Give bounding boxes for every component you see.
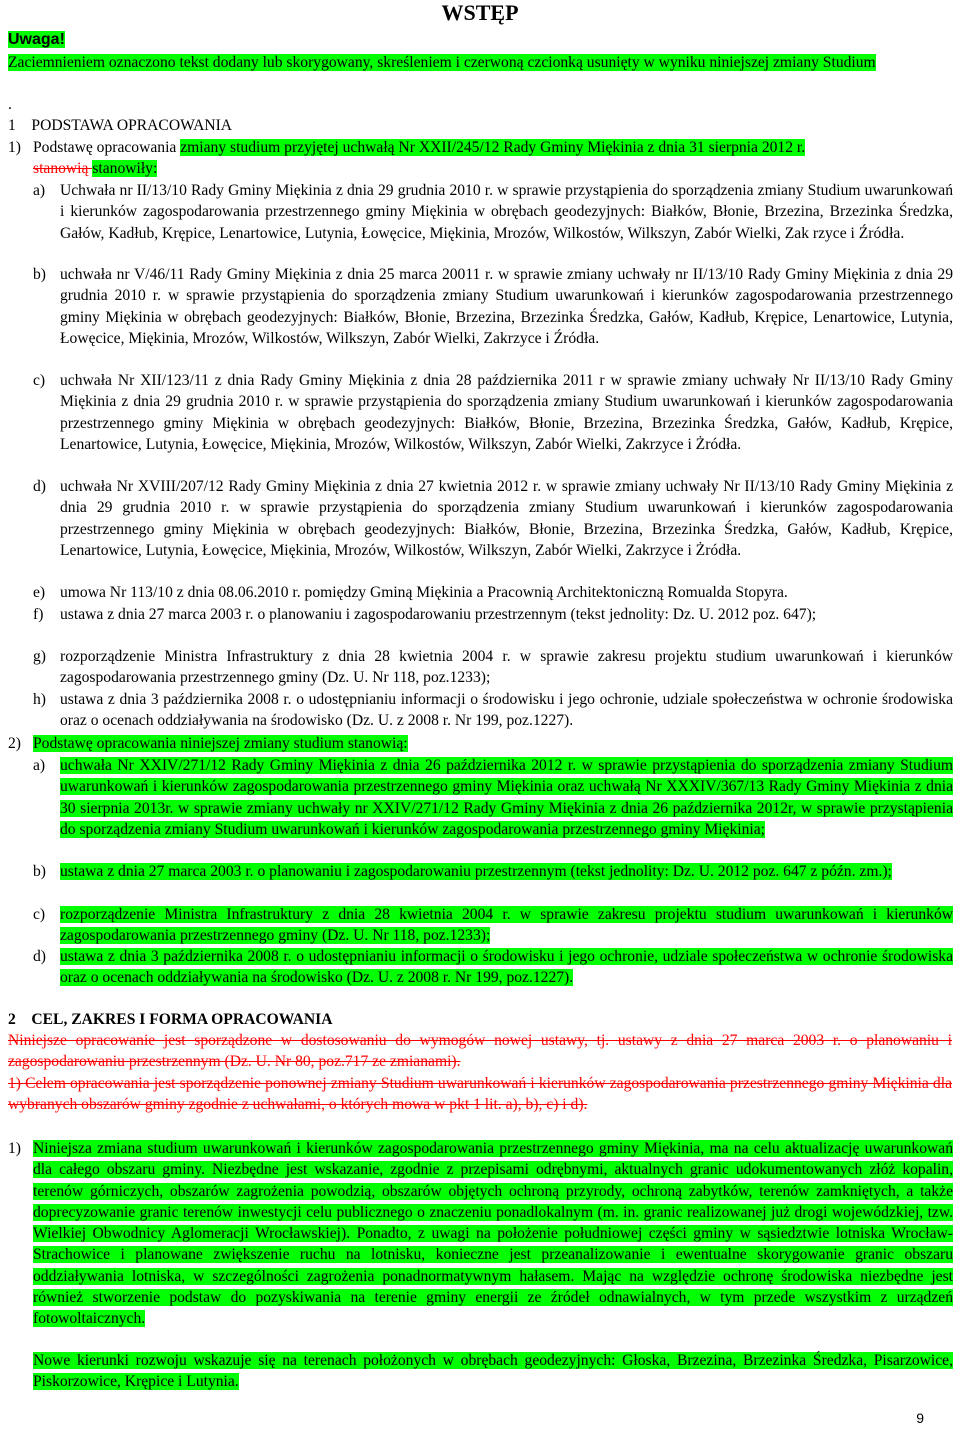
section1-item-letter: g) xyxy=(33,648,46,665)
page-title: WSTĘP xyxy=(441,0,519,25)
section1-item-text: ustawa z dnia 3 października 2008 r. o udostępnianiu informacji o środowisku i jego ochronie, udziale społeczeństwa w ochronie środowiska oraz o ocenach oddziaływania na środowisko (Dz. U. z 2008 r. Nr 199, poz.1227). xyxy=(60,691,953,730)
note-label-line xyxy=(8,29,948,50)
section1-item2-text: Podstawę opracowania niniejszej zmiany studium stanowią: xyxy=(33,735,408,752)
section1-2-item-text: rozporządzenie Ministra Infrastruktury z dnia 28 kwietnia 2004 r. w sprawie zakresu projektu studium uwarunkowań i kierunków zagospodarowania przestrzennego gminy (Dz. U. Nr 118, poz.1233); xyxy=(60,906,953,945)
section1-item-letter: h) xyxy=(33,691,46,708)
section1-heading: 1 PODSTAWA OPRACOWANIA xyxy=(8,117,233,134)
note-text: Zaciemnieniem oznaczono tekst dodany lub skorygowany, skreśleniem i czerwoną czcionką usunięty w wyniku niniejszej zmiany Studium xyxy=(8,54,876,71)
section1-2-item-letter: d) xyxy=(33,948,46,965)
section1-2-item-text: uchwała Nr XXIV/271/12 Rady Gminy Miękinia z dnia 26 października 2012 r. w sprawie przystąpienia do sporządzenia zmiany Studium uwarunkowań i kierunków zagospodarowania przestrzennego gminy Miękinia oraz uchwałą Nr XXXIV/367/13 Rady Gminy Miękinia z dnia 30 sierpnia 2013r. w sprawie zmiany uchwały nr XXIV/271/12 Rady Gminy Miękinia z dnia 26 października 2012r, w sprawie przystąpienia do sporządzenia zmiany Studium uwarunkowań i kierunków zagospodarowania przestrzennego gminy Miękinia; xyxy=(60,757,953,838)
section1-2-item-text: ustawa z dnia 3 października 2008 r. o udostępnianiu informacji o środowisku i jego ochronie, udziale społeczeństwa w ochronie środowiska oraz o ocenach oddziaływania na środowisko (Dz. U. z 2008 r. Nr 199, poz.1227). xyxy=(60,948,953,987)
section2-deleted-2: 1) Celem opracowania jest sporządzenie ponownej zmiany Studium uwarunkowań i kierunków zagospodarowania przestrzennego gminy Miękinia dla wybranych obszarów gminy zgodnie z uchwałami, o których mowa w pkt 1 lit. a), b), c) i d). xyxy=(8,1075,952,1114)
section1-item-text: rozporządzenie Ministra Infrastruktury z dnia 28 kwietnia 2004 r. w sprawie zakresu projektu studium uwarunkowań i kierunków zagospodarowania przestrzennego gminy (Dz. U. Nr 118, poz.1233); xyxy=(60,648,953,687)
note-label: Uwaga! xyxy=(8,31,65,48)
section2-deleted-1: Niniejsze opracowanie jest sporządzone w dostosowaniu do wymogów nowej ustawy, tj. ustawy z dnia 27 marca 2003 r. o planowaniu i zagospodarowaniu przestrzennym (Dz. U. Nr 80, poz.717 ze zmianami). xyxy=(8,1032,952,1071)
section1-item-text: umowa Nr 113/10 z dnia 08.06.2010 r. pomiędzy Gminą Miękinia a Pracownią Architektoniczną Romualda Stopyra. xyxy=(60,584,788,601)
section1-item-letter: c) xyxy=(33,372,46,389)
section1-item-text: Uchwała nr II/13/10 Rady Gminy Miękinia z dnia 29 grudnia 2010 r. w sprawie przystąpienia do sporządzenia zmiany Studium uwarunkowań i kierunków zagospodarowania przestrzennego gminy Miękinia w obrębach geodezyjnych: Białków, Błonie, Brzezina, Brzezinka Średzka, Gałów, Kadłub, Krępice, Lenartowice, Lutynia, Łowęcice, Miękinia, Mrozów, Wilkostów, Wilkszyn, Zabór Wielki, Zak rzyce i Źródła. xyxy=(60,182,953,242)
section1-item-text: uchwała nr V/46/11 Rady Gminy Miękinia z dnia 25 marca 20011 r. w sprawie zmiany uchwały nr II/13/10 Rady Gminy Miękinia z dnia 29 grudnia 2010 r. w sprawie przystąpienia do sporządzenia zmiany Studium uwarunkowań i kierunków zagospodarowania przestrzennego gminy Miękinia w obrębach geodezyjnych: Białków, Błonie, Brzezina, Brzezinka Średzka, Gałów, Kadłub, Krępice, Lenartowice, Lutynia, Łowęcice, Miękinia, Mrozów, Wilkostów, Wilkszyn, Zabór Wielki, Zakrzyce i Źródła. xyxy=(60,266,953,347)
section1-2-item-text: ustawa z dnia 27 marca 2003 r. o planowaniu i zagospodarowaniu przestrzennym (tekst jednolity: Dz. U. 2012 poz. 647 z późn. zm.); xyxy=(60,863,892,880)
section1-item1-number: 1) xyxy=(8,139,21,156)
section2-p1-number: 1) xyxy=(8,1140,21,1157)
section1-2-item-letter: c) xyxy=(33,906,46,923)
section1-item-text: uchwała Nr XII/123/11 z dnia Rady Gminy Miękinia z dnia 28 października 2011 r w sprawie zmiany uchwały Nr II/13/10 Rady Gminy Miękinia z dnia 29 grudnia 2010 r. w sprawie przystąpienia do sporządzenia zmiany Studium uwarunkowań i kierunków zagospodarowania przestrzennego gminy Miękinia w obrębach geodezyjnych: Białków, Błonie, Brzezina, Brzezinka Średzka, Gałów, Kadłub, Krępice, Lenartowice, Lutynia, Łowęcice, Miękinia, Mrozów, Wilkostów, Wilkszyn, Zabór Wielki, Zakrzyce i Żródła. xyxy=(60,372,953,453)
section1-item-letter: b) xyxy=(33,266,46,283)
section1-item1-text: Podstawę opracowania zmiany studium przyjętej uchwałą Nr XXII/245/12 Rady Gminy Miękinia z dnia 31 sierpnia 2012 r. stanowią stanowiły: xyxy=(33,139,806,178)
section1-item-letter: d) xyxy=(33,478,46,495)
section1-item-letter: e) xyxy=(33,584,46,601)
page-number: 9 xyxy=(916,1410,924,1426)
section1-2-item-letter: b) xyxy=(33,863,46,880)
section2-p2: Nowe kierunki rozwoju wskazuje się na terenach położonych w obrębach geodezyjnych: Głoska, Brzezina, Brzezinka Średzka, Pisarzowice, Piskorzowice, Krępice i Lutynia. xyxy=(33,1352,953,1391)
section2-heading: 2 CEL, ZAKRES I FORMA OPRACOWANIA xyxy=(8,1011,333,1028)
section1-item-letter: a) xyxy=(33,182,46,199)
section2-p1: Niniejsza zmiana studium uwarunkowań i kierunków zagospodarowania przestrzennego gminy Miękinia, ma na celu aktualizację uwarunkowań dla całego obszaru gminy. Niezbędne jest wskazanie, zgodnie z przepisami odrębnymi, aktualnych granic udokumentowanych złóż kopalin, terenów górniczych, obszarów zagrożenia powodzią, obszarów objętych ochroną przyrody, ochroną zabytków, terenów zamkniętych, a także doprecyzowanie granic terenów inwestycji celu publicznego o znaczeniu ponadlokalnym (m. in. granic realizowanej już drogi wojewódzkiej, tzw. Wielkiej Obwodnicy Aglomeracji Wrocławskiej). Ponadto, z uwagi na położenie południowej części gminy w sąsiedztwie lotniska Wrocław-Strachowice i planowane zwiększenie ruchu na lotnisku, konieczne jest przeanalizowanie i ewentualne skorygowanie granic obszaru oddziaływania lotniska, w szczególności zagrożenia ponadnormatywnym hałasem. Mając na względzie ochronę środowiska niezbędne jest również stworzenie podstaw do pozyskiwania na terenie gminy energii ze źródeł odnawialnych, w tym przede wszystkim z urządzeń fotowoltaicznych. xyxy=(33,1140,953,1328)
section1-item2-number: 2) xyxy=(8,735,21,752)
section1-item-text: uchwała Nr XVIII/207/12 Rady Gminy Miękinia z dnia 27 kwietnia 2012 r. w sprawie zmiany uchwały Nr II/13/10 Rady Gminy Miękinia z dnia 29 grudnia 2010 r. w sprawie przystąpienia do sporządzenia zmiany Studium uwarunkowań i kierunków zagospodarowania przestrzennego gminy Miękinia w obrębach geodezyjnych: Białków, Błonie, Brzezina, Brzezinka Średzka, Gałów, Kadłub, Krępice, Lenartowice, Lutynia, Łowęcice, Miękinia, Mrozów, Wilkostów, Wilkszyn, Zabór Wielki, Zakrzyce i Żródła. xyxy=(60,478,953,559)
note-dot: . xyxy=(8,96,12,113)
section1-2-item-letter: a) xyxy=(33,757,46,774)
section1-item-letter: f) xyxy=(33,606,44,623)
section1-item-text: ustawa z dnia 27 marca 2003 r. o planowaniu i zagospodarowaniu przestrzennym (tekst jednolity: Dz. U. 2012 poz. 647); xyxy=(60,606,817,623)
